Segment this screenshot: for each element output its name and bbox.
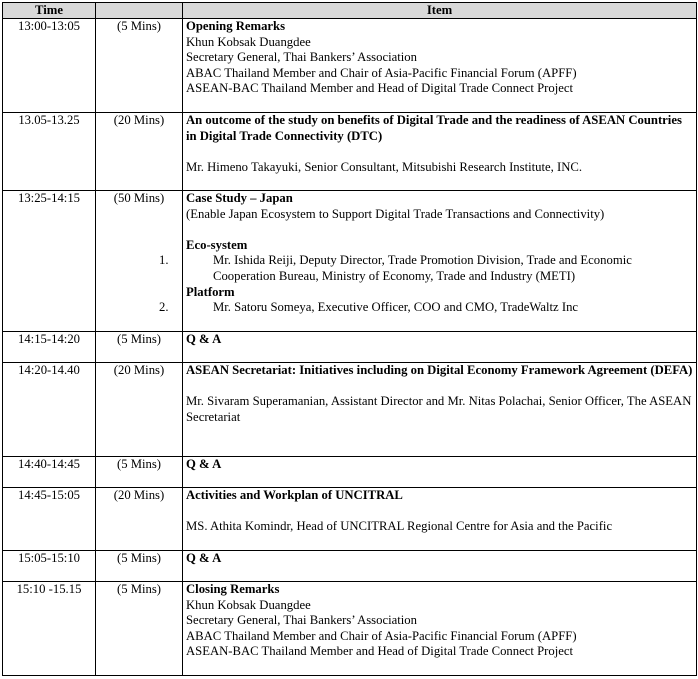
time-cell: 15:05-15:10	[3, 551, 96, 582]
spacer	[186, 222, 693, 238]
header-row	[3, 3, 697, 19]
duration-cell: (20 Mins)	[96, 113, 183, 191]
item-title: Q & A	[186, 457, 222, 471]
speaker-role: ABAC Thailand Member and Chair of Asia-Pacific Financial Forum (APFF)	[186, 65, 577, 80]
section-heading: Eco-system	[186, 237, 248, 252]
speaker-name: Khun Kobsak Duangdee	[186, 597, 311, 612]
item-cell	[183, 332, 697, 363]
item-cell	[183, 363, 697, 457]
spacer	[186, 379, 693, 395]
item-title: An outcome of the study on benefits of Digital Trade and the readiness of ASEAN Countries in Digital Trade Connectivity (DTC)	[186, 113, 682, 143]
speaker-name: Khun Kobsak Duangdee	[186, 34, 311, 49]
time-cell: 13:00-13:05	[3, 19, 96, 113]
list-number: 2.	[159, 300, 169, 315]
time-cell: 14:20-14.40	[3, 363, 96, 457]
duration-cell: (5 Mins)	[96, 582, 183, 676]
item-title: Case Study – Japan	[186, 191, 293, 205]
table-row	[3, 551, 697, 582]
duration-cell: (5 Mins)	[96, 551, 183, 582]
spacer	[186, 144, 693, 160]
item-cell	[159, 191, 697, 332]
list-text: Mr. Ishida Reiji, Deputy Director, Trade Promotion Division, Trade and Economic Cooperation Bureau, Ministry of Economy, Trade and Industry (METI)	[213, 253, 632, 283]
table-row	[3, 332, 697, 363]
duration-cell: (50 Mins)	[96, 191, 183, 332]
time-cell: 14:15-14:20	[3, 332, 96, 363]
speaker-role: ASEAN-BAC Thailand Member and Head of Digital Trade Connect Project	[186, 81, 574, 96]
speaker-line: Mr. Sivaram Superamanian, Assistant Director and Mr. Nitas Polachai, Senior Officer, The ASEAN Secretariat	[186, 394, 692, 424]
spacer	[186, 504, 693, 520]
time-cell: 14:45-15:05	[3, 488, 96, 551]
item-cell	[183, 457, 697, 488]
speaker-role: ASEAN-BAC Thailand Member and Head of Digital Trade Connect Project	[186, 644, 574, 659]
speaker-role: ABAC Thailand Member and Chair of Asia-Pacific Financial Forum (APFF)	[186, 628, 577, 643]
time-cell: 14:40-14:45	[3, 457, 96, 488]
table-row	[3, 457, 697, 488]
time-cell: 13:25-14:15	[3, 191, 96, 332]
item-title: Q & A	[186, 332, 222, 346]
duration-cell: (5 Mins)	[96, 332, 183, 363]
duration-cell: (5 Mins)	[96, 19, 183, 113]
item-cell	[183, 113, 697, 191]
item-title: Opening Remarks	[186, 19, 286, 33]
item-cell	[183, 551, 697, 582]
table-row	[3, 19, 697, 113]
header-time: Time	[3, 3, 96, 19]
duration-cell: (20 Mins)	[96, 488, 183, 551]
speaker-line: Mr. Himeno Takayuki, Senior Consultant, Mitsubishi Research Institute, INC.	[186, 159, 583, 174]
item-title: Q & A	[186, 551, 222, 565]
section-heading: Platform	[186, 284, 235, 299]
duration-cell: (20 Mins)	[96, 363, 183, 457]
table-row	[3, 363, 697, 457]
time-cell: 15:10 -15.15	[3, 582, 96, 676]
table-row	[3, 191, 697, 332]
agenda-table	[2, 2, 697, 676]
item-cell	[183, 582, 697, 676]
item-cell	[183, 19, 697, 113]
duration-cell: (5 Mins)	[96, 457, 183, 488]
table-row	[3, 582, 697, 676]
header-duration	[96, 3, 183, 19]
table-row	[3, 488, 697, 551]
item-title: Activities and Workplan of UNCITRAL	[186, 488, 403, 502]
list-number: 1.	[159, 253, 169, 268]
table-row	[3, 113, 697, 191]
list-text: Mr. Satoru Someya, Executive Officer, COO and CMO, TradeWaltz Inc	[213, 300, 579, 315]
speaker-role: Secretary General, Thai Bankers’ Association	[186, 50, 417, 65]
header-item: Item	[183, 3, 697, 19]
item-cell	[183, 488, 697, 551]
speaker-role: Secretary General, Thai Bankers’ Association	[186, 613, 417, 628]
list-item	[159, 300, 693, 316]
item-title: ASEAN Secretariat: Initiatives including on Digital Economy Framework Agreement (DEFA)	[186, 363, 693, 377]
time-cell: 13.05-13.25	[3, 113, 96, 191]
item-subtitle: (Enable Japan Ecosystem to Support Digital Trade Transactions and Connectivity)	[186, 206, 605, 221]
speaker-line: MS. Athita Komindr, Head of UNCITRAL Regional Centre for Asia and the Pacific	[186, 519, 613, 534]
list-item	[159, 253, 693, 284]
item-title: Closing Remarks	[186, 582, 280, 596]
